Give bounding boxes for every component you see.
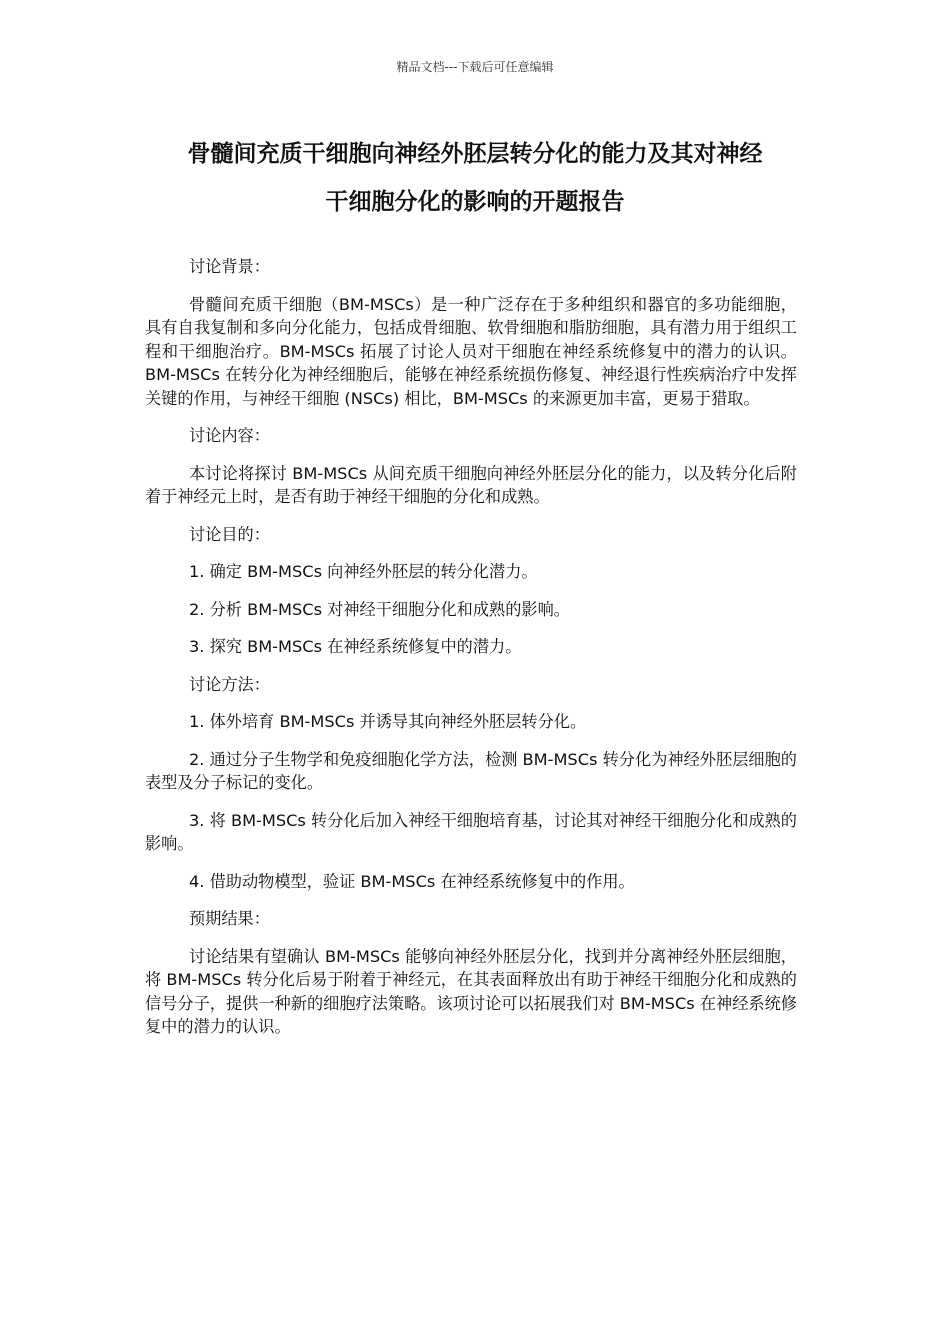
method-item: 4. 借助动物模型，验证 BM-MSCs 在神经系统修复中的作用。 — [189, 871, 635, 891]
title-line-2: 干细胞分化的影响的开题报告 — [325, 189, 625, 215]
content-heading: 讨论内容： — [189, 426, 270, 445]
objective-item: 2. 分析 BM-MSCs 对神经干细胞分化和成熟的影响。 — [189, 599, 570, 619]
background-heading: 讨论背景： — [189, 257, 270, 276]
document-body — [145, 255, 797, 1053]
method-item: 1. 体外培育 BM-MSCs 并诱导其向神经外胚层转分化。 — [189, 712, 587, 731]
methods-heading: 讨论方法： — [189, 674, 270, 694]
objectives-heading: 讨论目的： — [189, 524, 270, 544]
method-item: 2. 通过分子生物学和免疫细胞化学方法，检测 BM-MSCs 转分化为神经外胚层细胞的表型及分子标记的变化。 — [145, 749, 797, 792]
header-note: 精品文档---下载后可任意编辑 — [396, 60, 554, 74]
content-paragraph: 本讨论将探讨 BM-MSCs 从间充质干细胞向神经外胚层分化的能力，以及转分化后附着于神经元上时，是否有助于神经干细胞的分化和成熟。 — [145, 463, 797, 506]
objective-item: 1. 确定 BM-MSCs 向神经外胚层的转分化潜力。 — [189, 562, 538, 581]
results-paragraph: 讨论结果有望确认 BM-MSCs 能够向神经外胚层分化，找到并分离神经外胚层细胞，将 BM-MSCs 转分化后易于附着于神经元，在其表面释放出有助于神经干细胞分化和成熟的信号分子，提供一种新的细胞疗法策略。该项讨论可以拓展我们对 BM-MSCs 在神经系统修复中的潜力的认识。 — [145, 946, 797, 1036]
objective-item: 3. 探究 BM-MSCs 在神经系统修复中的潜力。 — [189, 637, 522, 656]
document-title — [145, 130, 805, 226]
background-paragraph: 骨髓间充质干细胞（BM-MSCs）是一种广泛存在于多种组织和器官的多功能细胞，具有自我复制和多向分化能力，包括成骨细胞、软骨细胞和脂肪细胞，具有潜力用于组织工程和干细胞治疗。BM-MSCs 拓展了讨论人员对干细胞在神经系统修复中的潜力的认识。BM-MSCs 在转分化为神经细胞后，能够在神经系统损伤修复、神经退行性疾病治疗中发挥关键的作用，与神经干细胞 (NSCs) 相比，BM-MSCs 的来源更加丰富，更易于猎取。 — [145, 294, 797, 408]
method-item: 3. 将 BM-MSCs 转分化后加入神经干细胞培育基，讨论其对神经干细胞分化和成熟的影响。 — [145, 810, 797, 853]
title-line-1: 骨髓间充质干细胞向神经外胚层转分化的能力及其对神经 — [187, 141, 763, 167]
results-heading: 预期结果： — [189, 909, 270, 928]
